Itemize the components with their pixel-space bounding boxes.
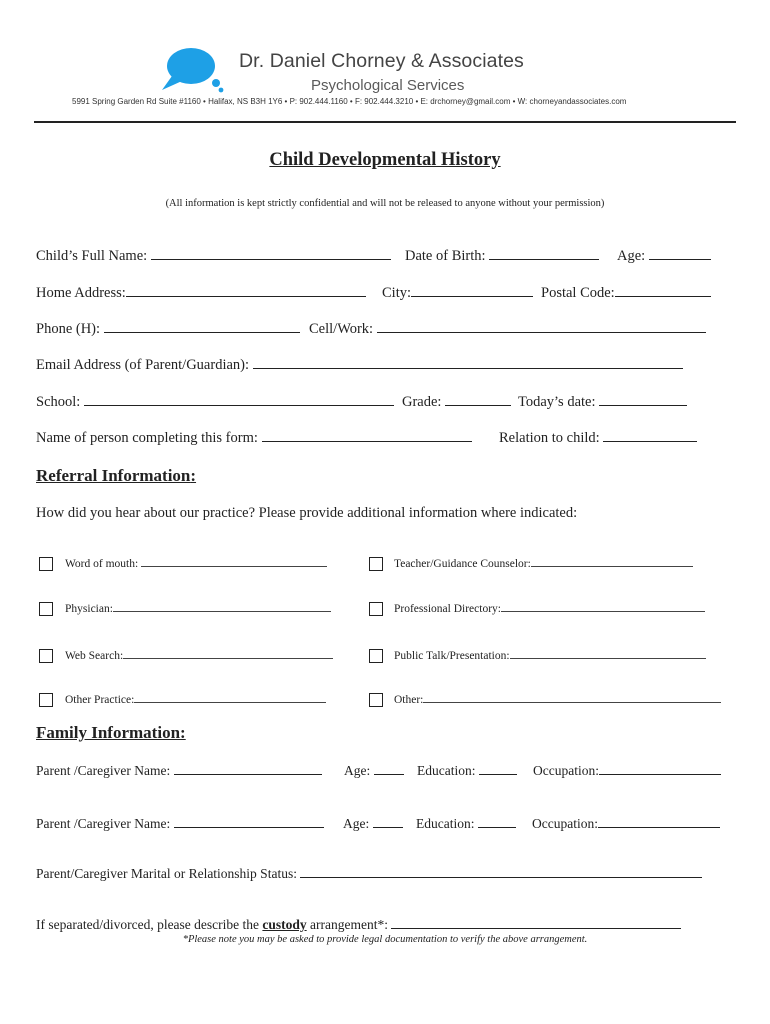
custody-row (36, 916, 681, 933)
row-person-completing (36, 429, 472, 447)
public-talk-field[interactable] (510, 649, 706, 659)
parent2-education-label: Education: (416, 816, 475, 831)
marital-status-label: Parent/Caregiver Marital or Relationship Status: (36, 866, 297, 881)
marital-status-row (36, 865, 702, 882)
row-school (36, 393, 394, 411)
parent2-occupation (532, 815, 720, 832)
row-child-name (36, 247, 391, 265)
email-field[interactable] (253, 356, 683, 369)
parent2-age-field[interactable] (373, 815, 403, 828)
home-address-label: Home Address: (36, 285, 126, 301)
person-completing-field[interactable] (262, 429, 472, 442)
parent2-education (416, 815, 516, 832)
word-of-mouth-field[interactable] (141, 557, 327, 567)
word-of-mouth-checkbox[interactable] (39, 557, 53, 571)
option-public-talk (394, 649, 706, 662)
option-word-of-mouth (65, 557, 327, 570)
family-heading (36, 723, 186, 743)
todays-date-field[interactable] (599, 393, 687, 406)
custody-word: custody (262, 917, 307, 932)
marital-status-field[interactable] (300, 865, 702, 878)
row-phone (36, 320, 300, 338)
school-label: School: (36, 394, 81, 410)
row-relation (499, 429, 697, 447)
relation-field[interactable] (603, 429, 697, 442)
confidentiality-note: (All information is kept strictly confidential and will not be released to anyone without your permission) (165, 198, 605, 209)
row-email (36, 356, 683, 374)
other-practice-checkbox[interactable] (39, 693, 53, 707)
dob-field[interactable] (489, 247, 599, 260)
public-talk-checkbox[interactable] (369, 649, 383, 663)
referral-heading-text: Referral Information (36, 466, 191, 485)
row-cell (309, 320, 706, 338)
professional-directory-field[interactable] (501, 602, 705, 612)
postal-code-label: Postal Code: (541, 285, 615, 301)
teacher-counselor-checkbox[interactable] (369, 557, 383, 571)
speech-bubble-icon (158, 46, 224, 96)
document-title: Child Developmental History (269, 150, 501, 170)
row-city (382, 284, 533, 302)
professional-directory-label: Professional Directory: (394, 603, 501, 615)
web-search-field[interactable] (123, 649, 333, 659)
option-web-search (65, 649, 333, 662)
cell-work-label: Cell/Work: (309, 321, 374, 337)
teacher-counselor-label: Teacher/Guidance Counselor: (394, 558, 531, 570)
other-checkbox[interactable] (369, 693, 383, 707)
row-grade (402, 393, 511, 411)
cell-work-field[interactable] (377, 320, 706, 333)
parent1-name-field[interactable] (174, 762, 322, 775)
row-dob (405, 247, 599, 265)
referral-question: How did you hear about our practice? Please provide additional information where indicated: (36, 505, 578, 521)
option-physician (65, 602, 331, 615)
other-label: Other: (394, 694, 424, 706)
city-field[interactable] (411, 284, 533, 297)
family-heading-text: Family Information (36, 723, 181, 742)
contact-line: 5991 Spring Garden Rd Suite #1160 • Halifax, NS B3H 1Y6 • P: 902.444.1160 • F: 902.444.3210 • E: drchorney@gmail.com • W: chorneyandassociates.com (72, 97, 627, 106)
option-other (394, 693, 721, 706)
teacher-counselor-field[interactable] (531, 557, 693, 567)
todays-date-label: Today’s date: (518, 394, 596, 410)
family-heading-colon: : (180, 723, 186, 742)
grade-field[interactable] (445, 393, 511, 406)
age-label: Age: (617, 248, 646, 264)
city-label: City: (382, 285, 412, 301)
practice-name: Dr. Daniel Chorney & Associates (239, 50, 524, 72)
school-field[interactable] (84, 393, 394, 406)
person-completing-label: Name of person completing this form: (36, 430, 258, 446)
row-age (617, 247, 711, 265)
option-other-practice (65, 693, 326, 706)
phone-home-field[interactable] (104, 320, 300, 333)
web-search-checkbox[interactable] (39, 649, 53, 663)
word-of-mouth-label: Word of mouth: (65, 558, 139, 570)
parent2-age-label: Age: (343, 816, 370, 831)
parent1-education (417, 762, 517, 779)
physician-label: Physician: (65, 603, 113, 615)
referral-heading (36, 466, 196, 486)
option-teacher-counselor (394, 557, 693, 570)
phone-home-label: Phone (H): (36, 321, 101, 337)
option-professional-directory (394, 602, 705, 615)
row-today (518, 393, 687, 411)
row-home-address (36, 284, 366, 302)
parent1-row (36, 762, 322, 779)
parent2-name-label: Parent /Caregiver Name: (36, 816, 171, 831)
parent1-name-label: Parent /Caregiver Name: (36, 763, 171, 778)
home-address-field[interactable] (126, 284, 366, 297)
parent2-occupation-field[interactable] (598, 815, 720, 828)
physician-checkbox[interactable] (39, 602, 53, 616)
custody-note: *Please note you may be asked to provide legal documentation to verify the above arrangement. (182, 934, 588, 945)
parent1-occupation-field[interactable] (599, 762, 721, 775)
custody-label-post: arrangement*: (310, 917, 388, 932)
parent2-row (36, 815, 324, 832)
parent2-education-field[interactable] (478, 815, 516, 828)
parent1-age-label: Age: (344, 763, 371, 778)
age-field[interactable] (649, 247, 711, 260)
professional-directory-checkbox[interactable] (369, 602, 383, 616)
other-practice-label: Other Practice: (65, 694, 135, 706)
dob-label: Date of Birth: (405, 248, 486, 264)
email-label: Email Address (of Parent/Guardian): (36, 357, 250, 373)
other-field[interactable] (423, 693, 721, 703)
row-postal (541, 284, 711, 302)
child-full-name-label: Child’s Full Name: (36, 248, 148, 264)
parent2-name-field[interactable] (174, 815, 324, 828)
physician-field[interactable] (113, 602, 331, 612)
relation-label: Relation to child: (499, 430, 600, 446)
postal-code-field[interactable] (615, 284, 711, 297)
web-search-label: Web Search: (65, 650, 124, 662)
header-divider (34, 121, 736, 123)
parent2-occupation-label: Occupation: (532, 816, 598, 831)
referral-heading-colon: : (190, 466, 197, 485)
parent2-age (343, 815, 403, 832)
other-practice-field[interactable] (134, 693, 326, 703)
public-talk-label: Public Talk/Presentation: (394, 650, 510, 662)
child-full-name-field[interactable] (151, 247, 391, 260)
parent1-age-field[interactable] (374, 762, 404, 775)
parent1-occupation-label: Occupation: (533, 763, 599, 778)
parent1-education-label: Education: (417, 763, 476, 778)
parent1-education-field[interactable] (479, 762, 517, 775)
custody-field[interactable] (391, 916, 681, 929)
practice-subtitle: Psychological Services (311, 77, 465, 94)
parent1-occupation (533, 762, 721, 779)
parent1-age (344, 762, 404, 779)
custody-label-pre: If separated/divorced, please describe the (36, 917, 260, 932)
grade-label: Grade: (402, 394, 442, 410)
